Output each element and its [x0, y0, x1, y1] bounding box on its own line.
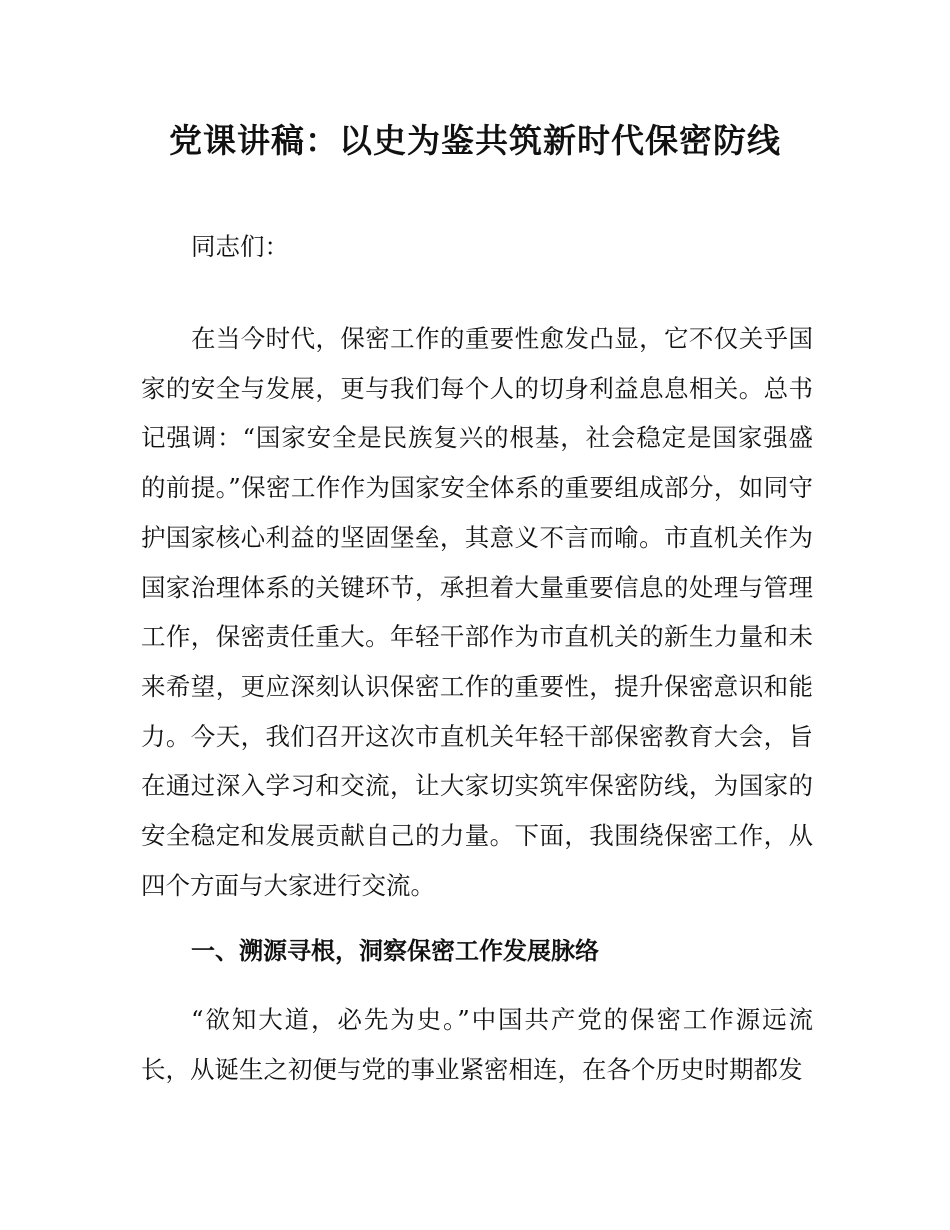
greeting: 同志们： [191, 232, 289, 261]
paragraph-history: “欲知大道，必先为史。”中国共产党的保密工作源远流长，从诞生之初便与党的事业紧密相连，在各个历史时期都发 [141, 1005, 813, 1084]
paragraph-intro: 在当今时代，保密工作的重要性愈发凸显，它不仅关乎国家的安全与发展，更与我们每个人的切身利益息息相关。总书记强调：“国家安全是民族复兴的根基，社会稳定是国家强盛的前提。”保密工作作为国家安全体系的重要组成部分，如同守护国家核心利益的坚固堡垒，其意义不言而喻。市直机关作为国家治理体系的关键环节，承担着大量重要信息的处理与管理工作，保密责任重大。年轻干部作为市直机关的新生力量和未来希望，更应深刻认识保密工作的重要性，提升保密意识和能力。今天，我们召开这次市直机关年轻干部保密教育大会，旨在通过深入学习和交流，让大家切实筑牢保密防线，为国家的安全稳定和发展贡献自己的力量。下面，我围绕保密工作，从四个方面与大家进行交流。 [141, 324, 813, 900]
section-heading-1: 一、溯源寻根，洞察保密工作发展脉络 [191, 937, 599, 965]
document-title: 党课讲稿：以史为鉴共筑新时代保密防线 [169, 121, 781, 160]
